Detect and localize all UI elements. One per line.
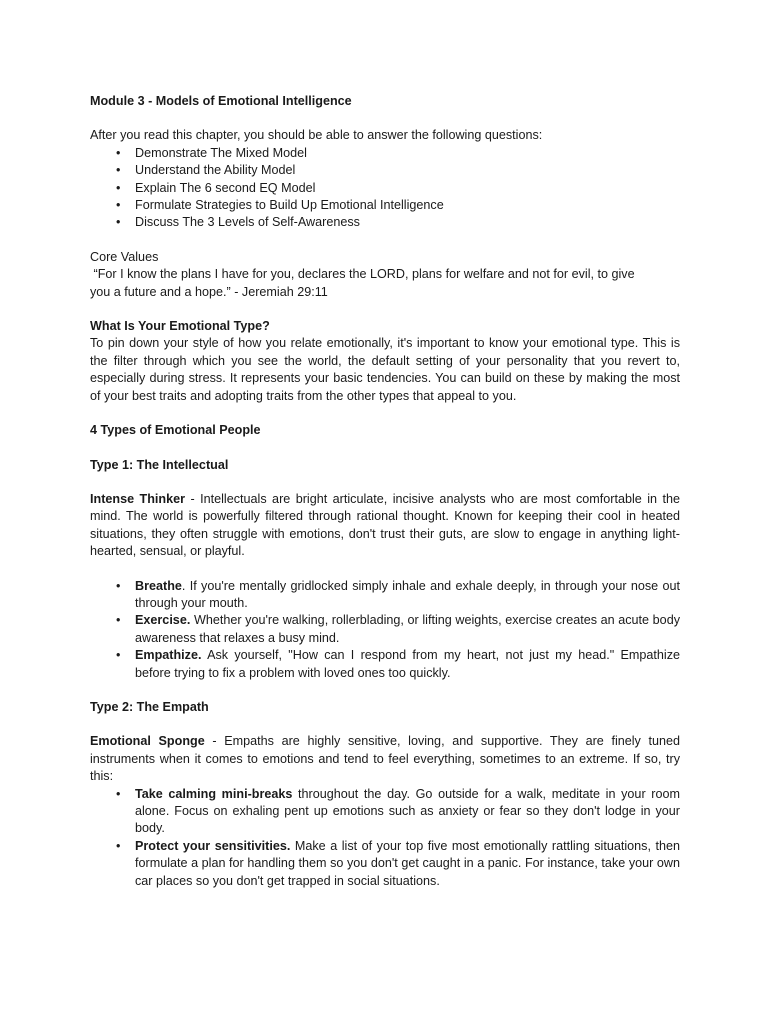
bullet-icon: • — [116, 163, 121, 178]
list-item: • Take calming mini-breaks throughout the day. Go outside for a walk, meditate in your room alone. Focus on exhaling pent up emotions such as anxiety or fear so they don't lodge in your body. — [116, 786, 680, 836]
bullet-icon: • — [116, 648, 121, 663]
core-values-quote-line1: “For I know the plans I have for you, declares the LORD, plans for welfare and not for evil, to give — [90, 267, 635, 282]
core-values-heading: Core Values — [90, 249, 159, 264]
bullet-icon: • — [116, 786, 121, 801]
type1-heading: Type 1: The Intellectual — [90, 457, 229, 472]
bullet-icon: • — [116, 613, 121, 628]
objectives-list — [90, 145, 680, 232]
type2-heading: Type 2: The Empath — [90, 699, 209, 714]
list-item: • Understand the Ability Model — [116, 162, 680, 179]
type1-tips-list — [90, 578, 680, 682]
list-item: • Explain The 6 second EQ Model — [116, 180, 680, 197]
list-item: • Demonstrate The Mixed Model — [116, 145, 680, 162]
type2-lead-text: - Empaths are highly sensitive, loving, and supportive. They are finely tuned instruments when it comes to emotions and tend to feel everything, sometimes to an extreme. If so, try this: — [90, 734, 681, 784]
list-item: • Empathize. Ask yourself, "How can I respond from my heart, not just my head." Empathize before trying to fix a problem with loved ones too quickly. — [116, 648, 680, 680]
list-item: • Exercise. Whether you're walking, rollerblading, or lifting weights, exercise creates an acute body awareness that relaxes a busy mind. — [116, 613, 680, 645]
emotional-type-heading: What Is Your Emotional Type? — [90, 319, 270, 334]
list-item: • Discuss The 3 Levels of Self-Awareness — [116, 214, 680, 231]
bullet-icon: • — [116, 198, 121, 213]
type2-tips-list — [90, 786, 680, 890]
bullet-icon: • — [116, 145, 121, 160]
bullet-icon: • — [116, 838, 121, 853]
bullet-icon: • — [116, 180, 121, 195]
intro-text: After you read this chapter, you should be able to answer the following questions: — [90, 128, 543, 143]
type1-description — [90, 491, 680, 561]
list-item: • Protect your sensitivities. Make a list of your top five most emotionally rattling situations, then formulate a plan for handling them so you don't get caught in a panic. For instance, take your own car places so you don't get trapped in social situations. — [116, 838, 680, 888]
bullet-icon: • — [116, 215, 121, 230]
types-heading: 4 Types of Emotional People — [90, 423, 261, 438]
type1-lead-text: - Intellectuals are bright articulate, incisive analysts who are most comfortable in the mind. The world is powerfully filtered through rational thought. Known for keeping their cool in heated situations, they often struggle with emotions, don't trust their guts, are slow to engage in anything light-hearted, sensual, or playful. — [90, 491, 681, 559]
type2-description — [90, 733, 680, 785]
type1-lead-label: Intense Thinker — [90, 491, 186, 506]
bullet-icon: • — [116, 578, 121, 593]
core-values-quote-line2: you a future and a hope.” - Jeremiah 29:11 — [90, 284, 328, 299]
list-item: • Breathe. If you're mentally gridlocked simply inhale and exhale deeply, in through your nose out through your mouth. — [116, 578, 680, 610]
list-item: • Formulate Strategies to Build Up Emotional Intelligence — [116, 197, 680, 214]
module-title: Module 3 - Models of Emotional Intelligence — [90, 94, 352, 108]
type2-lead-label: Emotional Sponge — [90, 734, 205, 749]
emotional-type-body: To pin down your style of how you relate emotionally, it's important to know your emotional type. This is the filter through which you see the world, the default setting of your personality that you revert to, especially during stress. It represents your basic tendencies. You can build on these by making the most of your best traits and adopting traits from the other types that appeal to you. — [90, 336, 680, 403]
